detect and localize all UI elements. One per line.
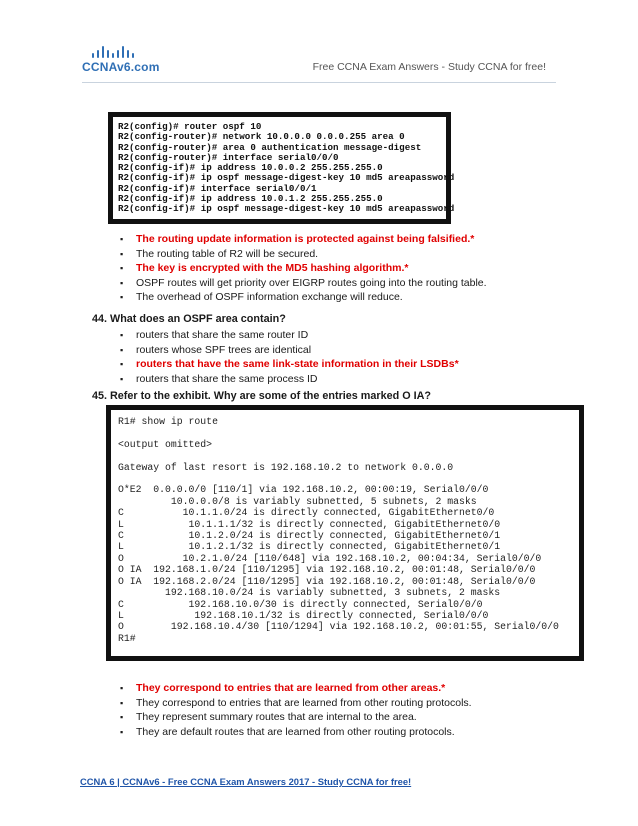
exhibit-line: 192.168.10.0/24 is variably subnetted, 3 subnets, 2 masks <box>118 587 501 599</box>
q43-options <box>120 232 487 305</box>
exhibit-line: O IA 192.168.1.0/24 [110/1295] via 192.168.10.2, 00:01:48, Serial0/0/0 <box>118 564 536 576</box>
exhibit-ospf-config-text <box>118 121 455 215</box>
exhibit-line: Gateway of last resort is 192.168.10.2 to network 0.0.0.0 <box>118 461 454 473</box>
footer-link[interactable]: CCNA 6 | CCNAv6 - Free CCNA Exam Answers 2017 - Study CCNA for free! <box>80 776 412 787</box>
exhibit-line: R2(config)# router ospf 10 <box>118 121 262 132</box>
exhibit-line: R2(config-if)# ip ospf message-digest-key 10 md5 areapassword <box>118 203 455 215</box>
header-tagline: Free CCNA Exam Answers - Study CCNA for free! <box>312 61 546 73</box>
answer-option: ▪ routers that share the same router ID <box>120 328 459 343</box>
answer-option: ▪ They represent summary routes that are internal to the area. <box>120 710 472 725</box>
answer-option: ▪ They are default routes that are learned from other routing protocols. <box>120 725 472 740</box>
exhibit-line: R1# <box>118 632 136 644</box>
answer-option-correct: ▪ The routing update information is protected against being falsified.* <box>120 232 487 247</box>
exhibit-line: L 192.168.10.1/32 is directly connected, Serial0/0/0 <box>118 609 489 621</box>
header-divider <box>82 82 556 83</box>
q45-question: 45. Refer to the exhibit. Why are some of the entries marked O IA? <box>92 390 431 402</box>
answer-option: ▪ OSPF routes will get priority over EIGRP routes going into the routing table. <box>120 276 487 291</box>
exhibit-line: <output omitted> <box>118 438 213 450</box>
exhibit-line: C 10.1.2.0/24 is directly connected, GigabitEthernet0/1 <box>118 530 501 542</box>
answer-option-correct: ▪ They correspond to entries that are learned from other areas.* <box>120 681 472 696</box>
answer-option: ▪ The routing table of R2 will be secured. <box>120 247 487 262</box>
answer-option-correct: ▪ The key is encrypted with the MD5 hashing algorithm.* <box>120 261 487 276</box>
exhibit-show-ip-route <box>106 405 584 661</box>
q44-options <box>120 328 459 386</box>
exhibit-line: R2(config-if)# ip ospf message-digest-key 10 md5 areapassword <box>118 172 455 184</box>
exhibit-line: C 192.168.10.0/30 is directly connected, Serial0/0/0 <box>118 598 483 610</box>
exhibit-line: R2(config-router)# interface serial0/0/0 <box>118 151 339 163</box>
exhibit-line: R1# show ip route <box>118 416 218 427</box>
answer-option-correct: ▪ routers that have the same link-state information in their LSDBs* <box>120 357 459 372</box>
exhibit-line: R2(config-if)# ip address 10.0.1.2 255.255.255.0 <box>118 193 383 205</box>
exhibit-line: R2(config-router)# area 0 authentication message-digest <box>118 141 422 153</box>
page-header <box>0 0 638 88</box>
exhibit-line: L 10.1.1.1/32 is directly connected, GigabitEthernet0/0 <box>118 518 501 530</box>
q44-question: 44. What does an OSPF area contain? <box>92 313 286 325</box>
exhibit-line: C 10.1.1.0/24 is directly connected, GigabitEthernet0/0 <box>118 507 495 519</box>
q45-options <box>120 681 472 739</box>
exhibit-line: O 192.168.10.4/30 [110/1294] via 192.168.10.2, 00:01:55, Serial0/0/0 <box>118 621 559 633</box>
answer-option: ▪ routers whose SPF trees are identical <box>120 343 459 358</box>
exhibit-line: O*E2 0.0.0.0/0 [110/1] via 192.168.10.2, 00:00:19, Serial0/0/0 <box>118 484 489 496</box>
exhibit-line: R2(config-router)# network 10.0.0.0 0.0.0.255 area 0 <box>118 131 405 143</box>
exhibit-line: R2(config-if)# interface serial0/0/1 <box>118 182 317 194</box>
exhibit-line: O 10.2.1.0/24 [110/648] via 192.168.10.2, 00:04:34, Serial0/0/0 <box>118 552 542 564</box>
exhibit-line: L 10.1.2.1/32 is directly connected, GigabitEthernet0/1 <box>118 541 501 553</box>
answer-option: ▪ They correspond to entries that are learned from other routing protocols. <box>120 696 472 711</box>
logo-text: CCNAv6.com <box>82 60 160 74</box>
exhibit-ospf-config <box>108 112 455 224</box>
exhibit-show-ip-route-text <box>118 416 579 644</box>
exhibit-line: R2(config-if)# ip address 10.0.0.2 255.255.255.0 <box>118 162 383 174</box>
exhibit-line: 10.0.0.0/8 is variably subnetted, 5 subnets, 2 masks <box>118 495 477 507</box>
cisco-bars-icon <box>92 44 152 58</box>
exhibit-line: O IA 192.168.2.0/24 [110/1295] via 192.168.10.2, 00:01:48, Serial0/0/0 <box>118 575 536 587</box>
answer-option: ▪ routers that share the same process ID <box>120 372 459 387</box>
answer-option: ▪ The overhead of OSPF information exchange will reduce. <box>120 290 487 305</box>
